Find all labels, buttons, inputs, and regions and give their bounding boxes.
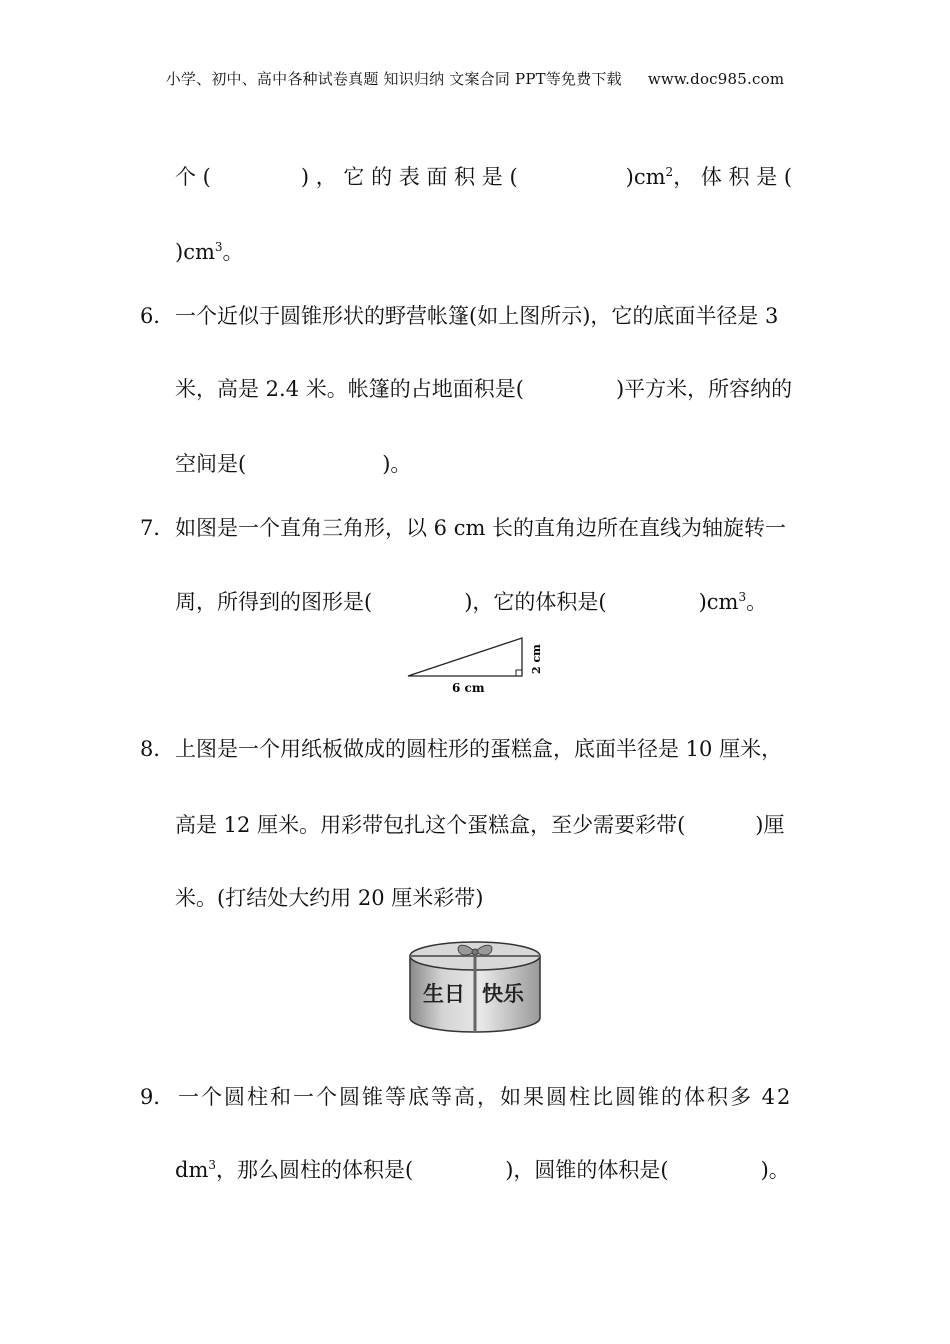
box-text-left: 生日 xyxy=(423,982,465,1006)
q6-line-3: 空间是( )。 xyxy=(175,452,412,476)
q6-line-2: 米，高是 2.4 米。帐篷的占地面积是( )平方米，所容纳的 xyxy=(175,377,793,401)
q7-line-1: 如图是一个直角三角形，以 6 cm 长的直角边所在直线为轴旋转一 xyxy=(175,516,787,540)
triangle-shape xyxy=(408,638,522,676)
q5-line-1: 个 ( ) ， 它 的 表 面 积 是 ( )$cm^2$， 体 积 是 ( xyxy=(175,165,793,189)
q7-line-2: 周，所得到的图形是( )，它的体积是( )$cm^3$。 xyxy=(175,590,768,614)
page-header xyxy=(0,68,950,89)
header-url: www.doc985.com xyxy=(647,70,785,88)
q7-number: 7． xyxy=(140,516,175,540)
q8-line-2: 高是 12 厘米。用彩带包扎这个蛋糕盒，至少需要彩带( )厘 xyxy=(175,813,785,837)
q6-line-1: 一个近似于圆锥形状的野营帐篷(如上图所示)，它的底面半径是 3 xyxy=(175,304,779,328)
q9-number: 9． xyxy=(140,1085,175,1109)
q5-line-2: )$cm^3$。 xyxy=(175,240,244,264)
bow-knot xyxy=(472,949,478,955)
box-text-right: 快乐 xyxy=(482,982,524,1006)
right-angle-mark xyxy=(516,670,522,676)
q8-line-1: 上图是一个用纸板做成的圆柱形的蛋糕盒，底面半径是 10 厘米， xyxy=(175,737,783,761)
header-text: 小学、初中、高中各种试卷真题 知识归纳 文案合同 PPT等免费下载 xyxy=(165,70,622,88)
triangle-base-label: 6 cm xyxy=(452,681,485,695)
cake-box-figure xyxy=(405,938,545,1036)
q9-line-2: $dm^3$，那么圆柱的体积是( )，圆锥的体积是( )。 xyxy=(175,1158,790,1182)
q6-number: 6． xyxy=(140,304,175,328)
q9-line-1: 一个圆柱和一个圆锥等底等高，如果圆柱比圆锥的体积多 42 xyxy=(178,1085,793,1109)
triangle-height-label: 2 cm xyxy=(530,644,543,674)
q8-number: 8． xyxy=(140,737,175,761)
right-triangle-figure xyxy=(400,632,550,696)
q8-line-3: 米。(打结处大约用 20 厘米彩带) xyxy=(175,886,484,910)
